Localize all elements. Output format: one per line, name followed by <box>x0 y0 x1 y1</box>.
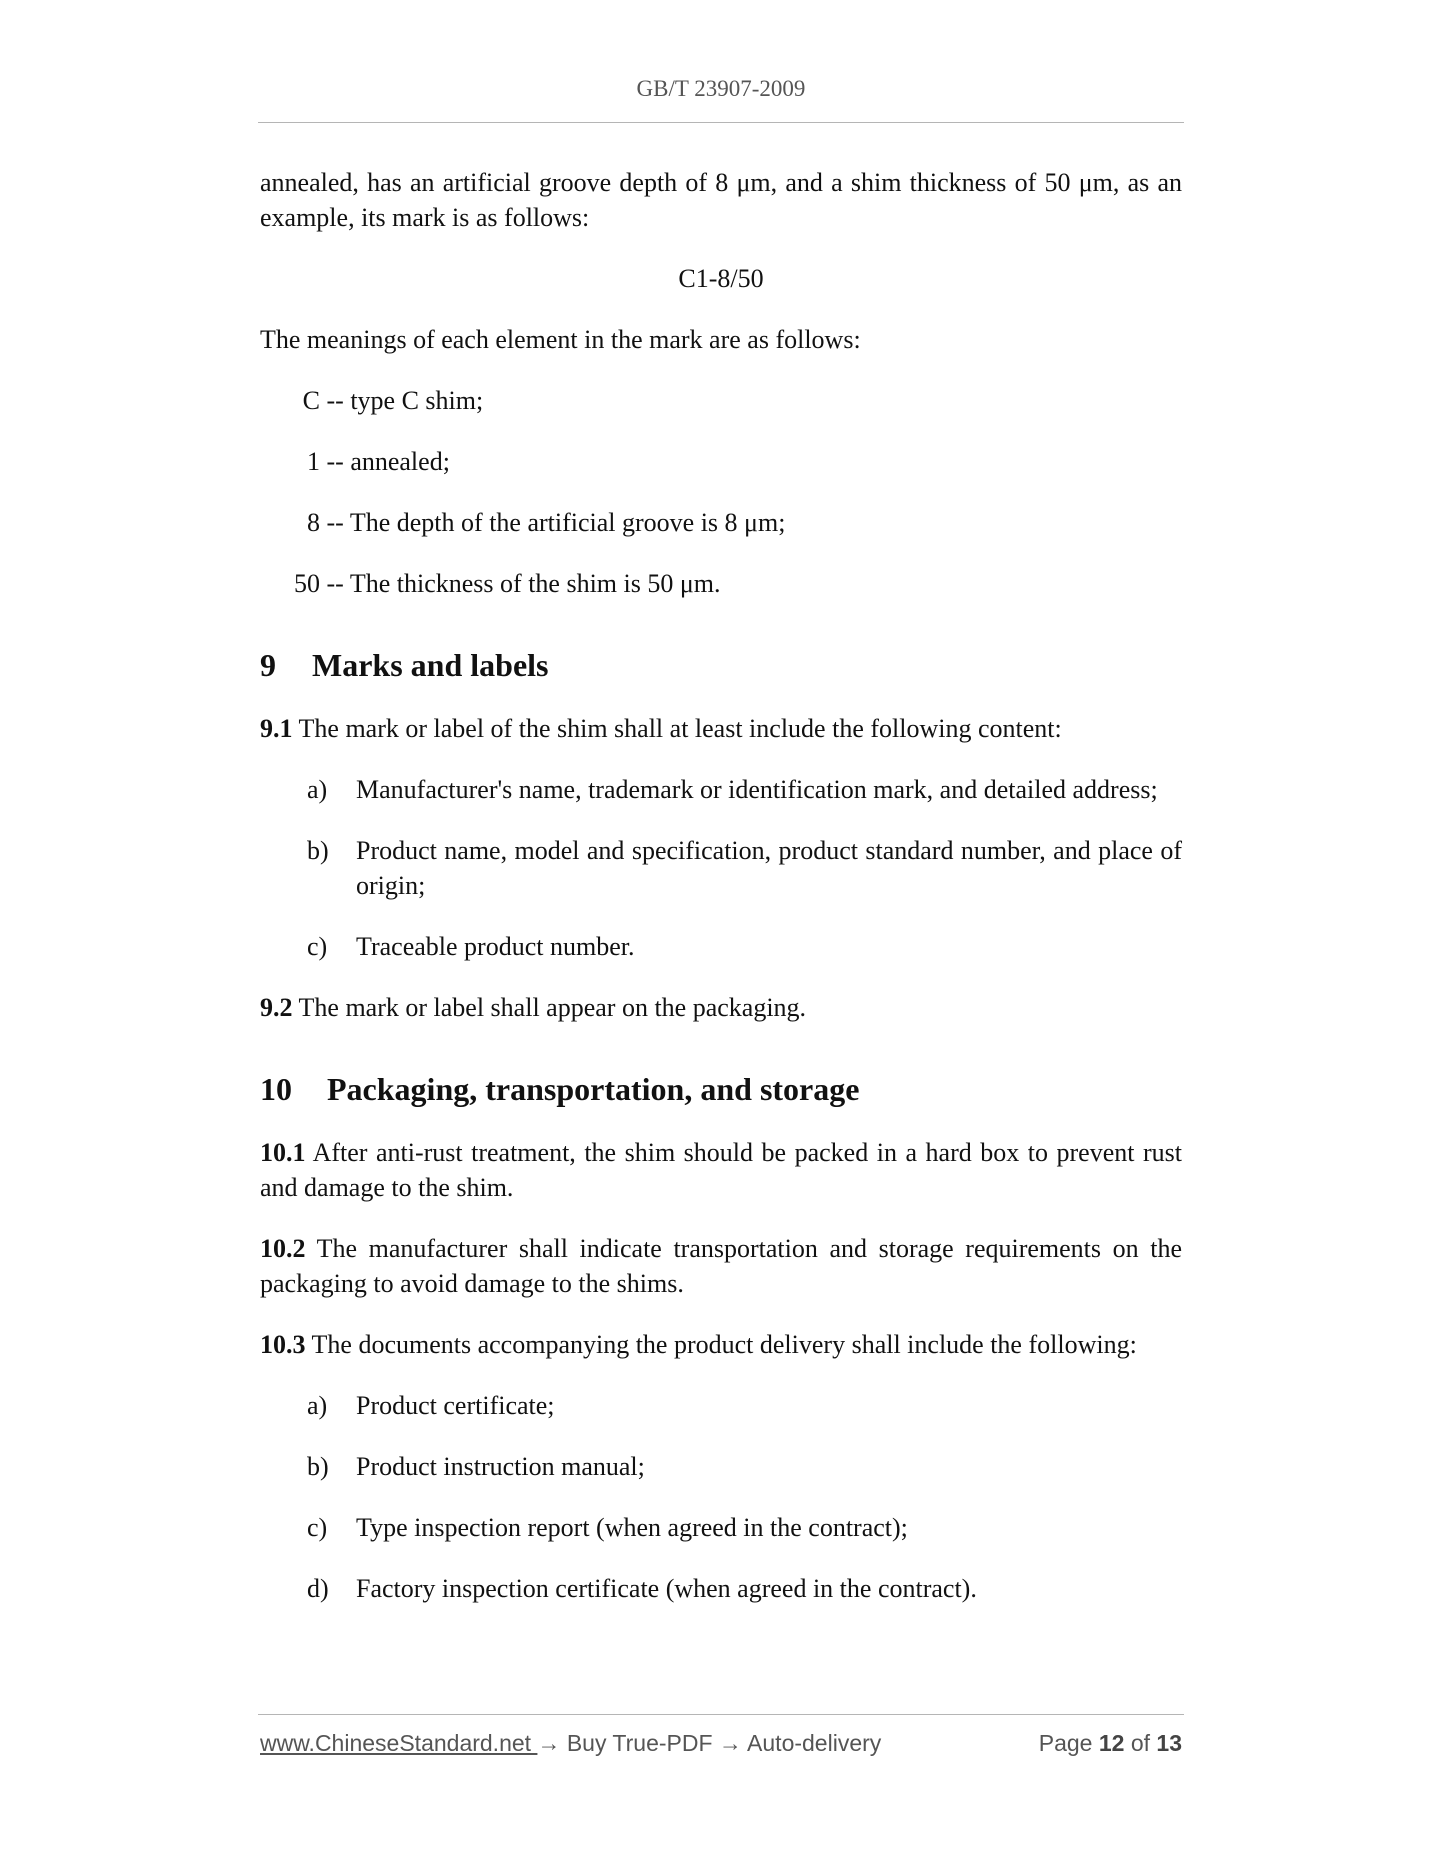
meaning-key: 8 <box>307 508 320 537</box>
list-item <box>260 1571 1182 1606</box>
total-page-count: 13 <box>1156 1730 1182 1756</box>
list-label: b) <box>307 836 329 865</box>
clause-text: The manufacturer shall indicate transportation and storage requirements on the packaging to avoid damage to the shims. <box>260 1234 1182 1298</box>
meaning-text: -- annealed; <box>326 447 450 476</box>
clause-number: 9.2 <box>260 993 293 1022</box>
clause-9-1 <box>260 711 1182 746</box>
arrow-right-icon: → <box>537 1730 561 1756</box>
footer-promo <box>260 1730 881 1757</box>
list-text: Product instruction manual; <box>356 1452 645 1481</box>
section-10-heading <box>260 1069 1182 1109</box>
site-link[interactable]: www.ChineseStandard.net <box>260 1730 538 1756</box>
meaning-key: 1 <box>307 447 320 476</box>
list-label: a) <box>307 1391 328 1420</box>
list-item <box>260 1510 1182 1545</box>
list-item <box>260 1449 1182 1484</box>
of-word: of <box>1130 1730 1151 1756</box>
footer-auto-text: Auto-delivery <box>741 1730 882 1756</box>
section-9-heading <box>260 645 1182 685</box>
meaning-key: 50 <box>294 569 320 598</box>
clause-10-2 <box>260 1231 1182 1301</box>
clause-number: 10.2 <box>260 1234 306 1263</box>
mark-example: C1-8/50 <box>678 264 764 293</box>
list-text: Factory inspection certificate (when agreed in the contract). <box>356 1574 977 1603</box>
meaning-text: -- The thickness of the shim is 50 μm. <box>326 569 721 598</box>
list-text: Type inspection report (when agreed in the contract); <box>356 1513 908 1542</box>
meaning-key: C <box>302 386 320 415</box>
clause-text: The documents accompanying the product delivery shall include the following: <box>305 1330 1137 1359</box>
clause-text: After anti-rust treatment, the shim should be packed in a hard box to prevent rust and damage to the shim. <box>260 1138 1182 1202</box>
footer-buy-text: Buy True-PDF <box>560 1730 719 1756</box>
list-item <box>260 929 1182 964</box>
clause-text: The mark or label of the shim shall at least include the following content: <box>292 714 1062 743</box>
meaning-text: -- type C shim; <box>326 386 484 415</box>
meaning-item <box>260 444 1182 479</box>
section-title: Marks and labels <box>312 647 549 683</box>
footer-divider <box>258 1714 1184 1715</box>
list-text: Traceable product number. <box>356 932 635 961</box>
list-item <box>260 1388 1182 1423</box>
document-body <box>260 165 1182 1606</box>
list-item <box>260 833 1182 903</box>
clause-9-2 <box>260 990 1182 1025</box>
list-label: b) <box>307 1452 329 1481</box>
current-page-number: 12 <box>1098 1730 1125 1756</box>
list-item <box>260 772 1182 807</box>
meanings-intro: The meanings of each element in the mark are as follows: <box>260 325 861 354</box>
list-label: c) <box>307 932 328 961</box>
section-number: 9 <box>260 647 276 683</box>
list-label: c) <box>307 1513 328 1542</box>
clause-number: 10.3 <box>260 1330 306 1359</box>
list-text: Manufacturer's name, trademark or identification mark, and detailed address; <box>356 775 1158 804</box>
meaning-item <box>260 383 1182 418</box>
list-label: a) <box>307 775 328 804</box>
list-text: Product name, model and specification, product standard number, and place of origin; <box>356 836 1182 900</box>
meaning-text: -- The depth of the artificial groove is 8 μm; <box>326 508 786 537</box>
meaning-item <box>260 505 1182 540</box>
clause-10-1 <box>260 1135 1182 1205</box>
section-title: Packaging, transportation, and storage <box>327 1071 860 1107</box>
clause-number: 9.1 <box>260 714 293 743</box>
page-word: Page <box>1038 1730 1093 1756</box>
meaning-item <box>260 566 1182 601</box>
list-label: d) <box>307 1574 329 1603</box>
list-text: Product certificate; <box>356 1391 555 1420</box>
document-header-title: GB/T 23907-2009 <box>636 76 806 101</box>
clause-10-3 <box>260 1327 1182 1362</box>
clause-text: The mark or label shall appear on the packaging. <box>292 993 807 1022</box>
header-divider <box>258 122 1184 123</box>
page-indicator <box>1039 1730 1182 1757</box>
clause-number: 10.1 <box>260 1138 306 1167</box>
intro-paragraph: annealed, has an artificial groove depth of 8 μm, and a shim thickness of 50 μm, as an example, its mark is as follows: <box>260 168 1182 232</box>
arrow-right-icon: → <box>718 1730 742 1756</box>
section-number: 10 <box>260 1071 292 1107</box>
